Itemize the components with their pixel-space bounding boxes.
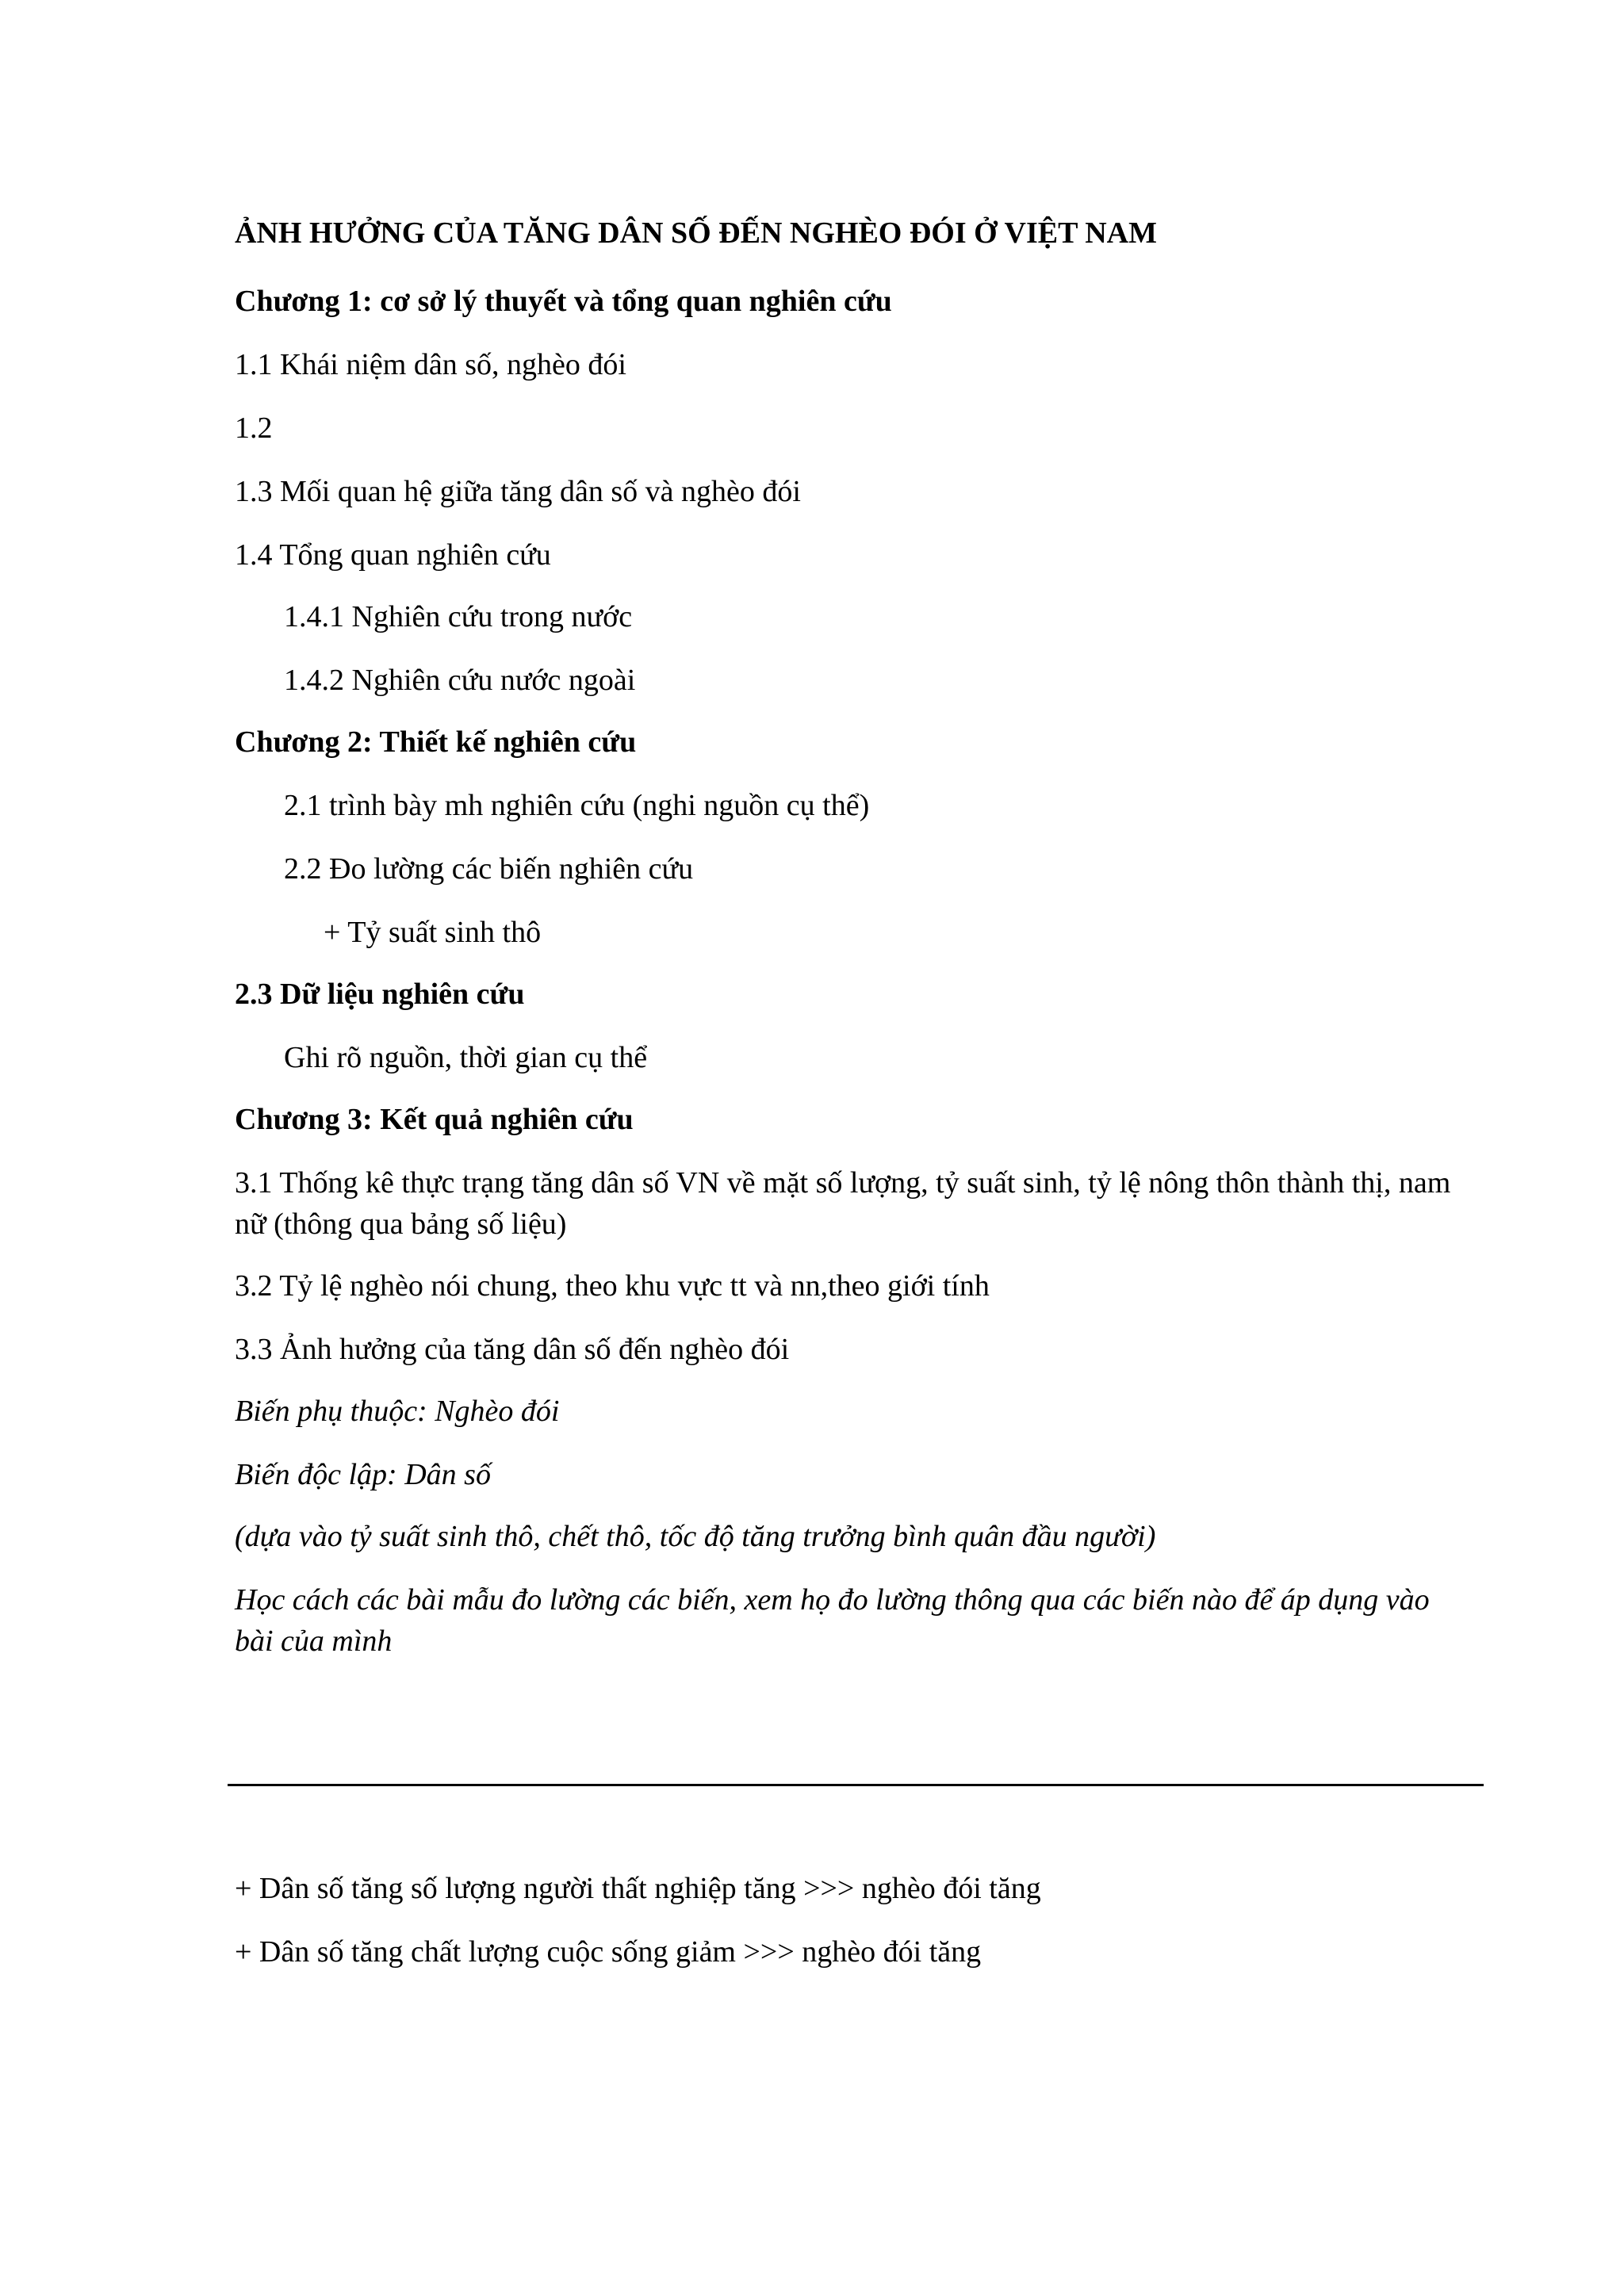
section-1-4-2: 1.4.2 Nghiên cứu nước ngoài (284, 664, 636, 697)
section-3-3: 3.3 Ảnh hưởng của tăng dân số đến nghèo đói (235, 1333, 790, 1366)
variable-basis-note: (dựa vào tỷ suất sinh thô, chết thô, tốc độ tăng trưởng bình quân đầu người) (235, 1520, 1156, 1553)
document-title: ẢNH HƯỞNG CỦA TĂNG DÂN SỐ ĐẾN NGHÈO ĐÓI Ở VIỆT NAM (235, 216, 1157, 250)
note-unemployment: + Dân số tăng số lượng người thất nghiệp tăng >>> nghèo đói tăng (235, 1872, 1041, 1905)
data-source-note: Ghi rõ nguồn, thời gian cụ thể (284, 1041, 648, 1074)
section-1-4: 1.4 Tổng quan nghiên cứu (235, 538, 551, 572)
horizontal-divider (228, 1784, 1484, 1786)
section-3-2: 3.2 Tỷ lệ nghèo nói chung, theo khu vực tt và nn,theo giới tính (235, 1269, 990, 1303)
section-2-1: 2.1 trình bày mh nghiên cứu (nghi nguồn cụ thể) (284, 789, 870, 822)
section-2-2: 2.2 Đo lường các biến nghiên cứu (284, 852, 694, 886)
method-note: Học cách các bài mẫu đo lường các biến, xem họ đo lường thông qua các biến nào để áp dụng vào bài của mình (235, 1583, 1430, 1658)
section-1-3: 1.3 Mối quan hệ giữa tăng dân số và nghèo đói (235, 475, 801, 508)
chapter-2-heading: Chương 2: Thiết kế nghiên cứu (235, 725, 637, 759)
chapter-1-heading: Chương 1: cơ sở lý thuyết và tổng quan nghiên cứu (235, 285, 892, 318)
note-quality-of-life: + Dân số tăng chất lượng cuộc sống giảm >>> nghèo đói tăng (235, 1935, 982, 1969)
section-1-1: 1.1 Khái niệm dân số, nghèo đói (235, 348, 626, 381)
chapter-3-heading: Chương 3: Kết quả nghiên cứu (235, 1103, 634, 1136)
independent-variable: Biến độc lập: Dân số (235, 1458, 491, 1491)
section-1-2: 1.2 (235, 411, 273, 445)
section-2-3-heading: 2.3 Dữ liệu nghiên cứu (235, 978, 525, 1011)
section-1-4-1: 1.4.1 Nghiên cứu trong nước (284, 600, 633, 633)
dependent-variable: Biến phụ thuộc: Nghèo đói (235, 1395, 560, 1428)
bullet-ty-suat-sinh-tho: + Tỷ suất sinh thô (324, 916, 542, 949)
section-3-1: 3.1 Thống kê thực trạng tăng dân số VN về mặt số lượng, tỷ suất sinh, tỷ lệ nông thôn thành thị, nam nữ (thông qua bảng số liệu) (235, 1166, 1451, 1241)
